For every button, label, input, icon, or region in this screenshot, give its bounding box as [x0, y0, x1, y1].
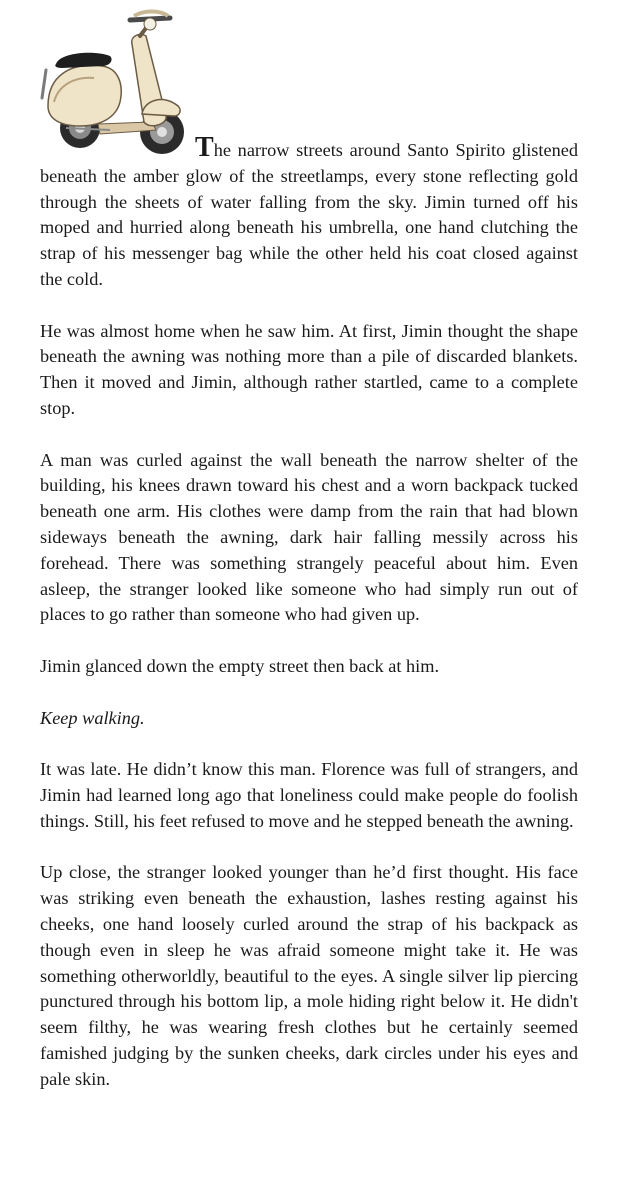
paragraph: Jimin glanced down the empty street then back at him. — [40, 655, 440, 676]
drop-cap: T — [195, 132, 214, 163]
paragraph: A man was curled against the wall beneath the narrow shelter of the building, his knees drawn toward his chest and a worn backpack tucked beneath one arm. His clothes were damp from the rain that had blown sideways beneath the awning, dark hair falling messily across his forehead. There was something strangely peaceful about him. Even asleep, the stranger looked like someone who had simply run out of places to go rather than someone who had given up. — [40, 449, 578, 625]
opening-paragraph-text: he narrow streets around Santo Spirito glistened beneath the amber glow of the streetlamps, every stone reflecting gold through the sheets of water falling from the sky. Jimin turned off his moped and hurried along beneath his umbrella, one hand clutching the strap of his messenger bag while the other held his coat closed against the cold. — [40, 140, 578, 289]
paragraph: Up close, the stranger looked younger than he’d first thought. His face was striking even beneath the exhaustion, lashes resting against his cheeks, one hand loosely curled around the strap of his backpack as though even in sleep he was afraid someone might take it. He was something otherworldly, beautiful to the eyes. A single silver lip piercing punctured through his bottom lip, a mole hiding right below it. He didn't seem filthy, he was wearing fresh clothes but he certainly seemed famished judging by the sunken cheeks, dark circles under his eyes and pale skin. — [40, 862, 578, 1089]
opening-paragraph — [40, 132, 578, 293]
story-text — [40, 132, 578, 1118]
paragraph: It was late. He didn’t know this man. Florence was full of strangers, and Jimin had learned long ago that loneliness could make people do foolish things. Still, his feet refused to move and he stepped beneath the awning. — [40, 759, 578, 831]
italic-thought: Keep walking. — [40, 707, 145, 728]
paragraph: He was almost home when he saw him. At first, Jimin thought the shape beneath the awning was nothing more than a pile of discarded blankets. Then it moved and Jimin, although rather startled, came to a complete stop. — [40, 320, 578, 418]
